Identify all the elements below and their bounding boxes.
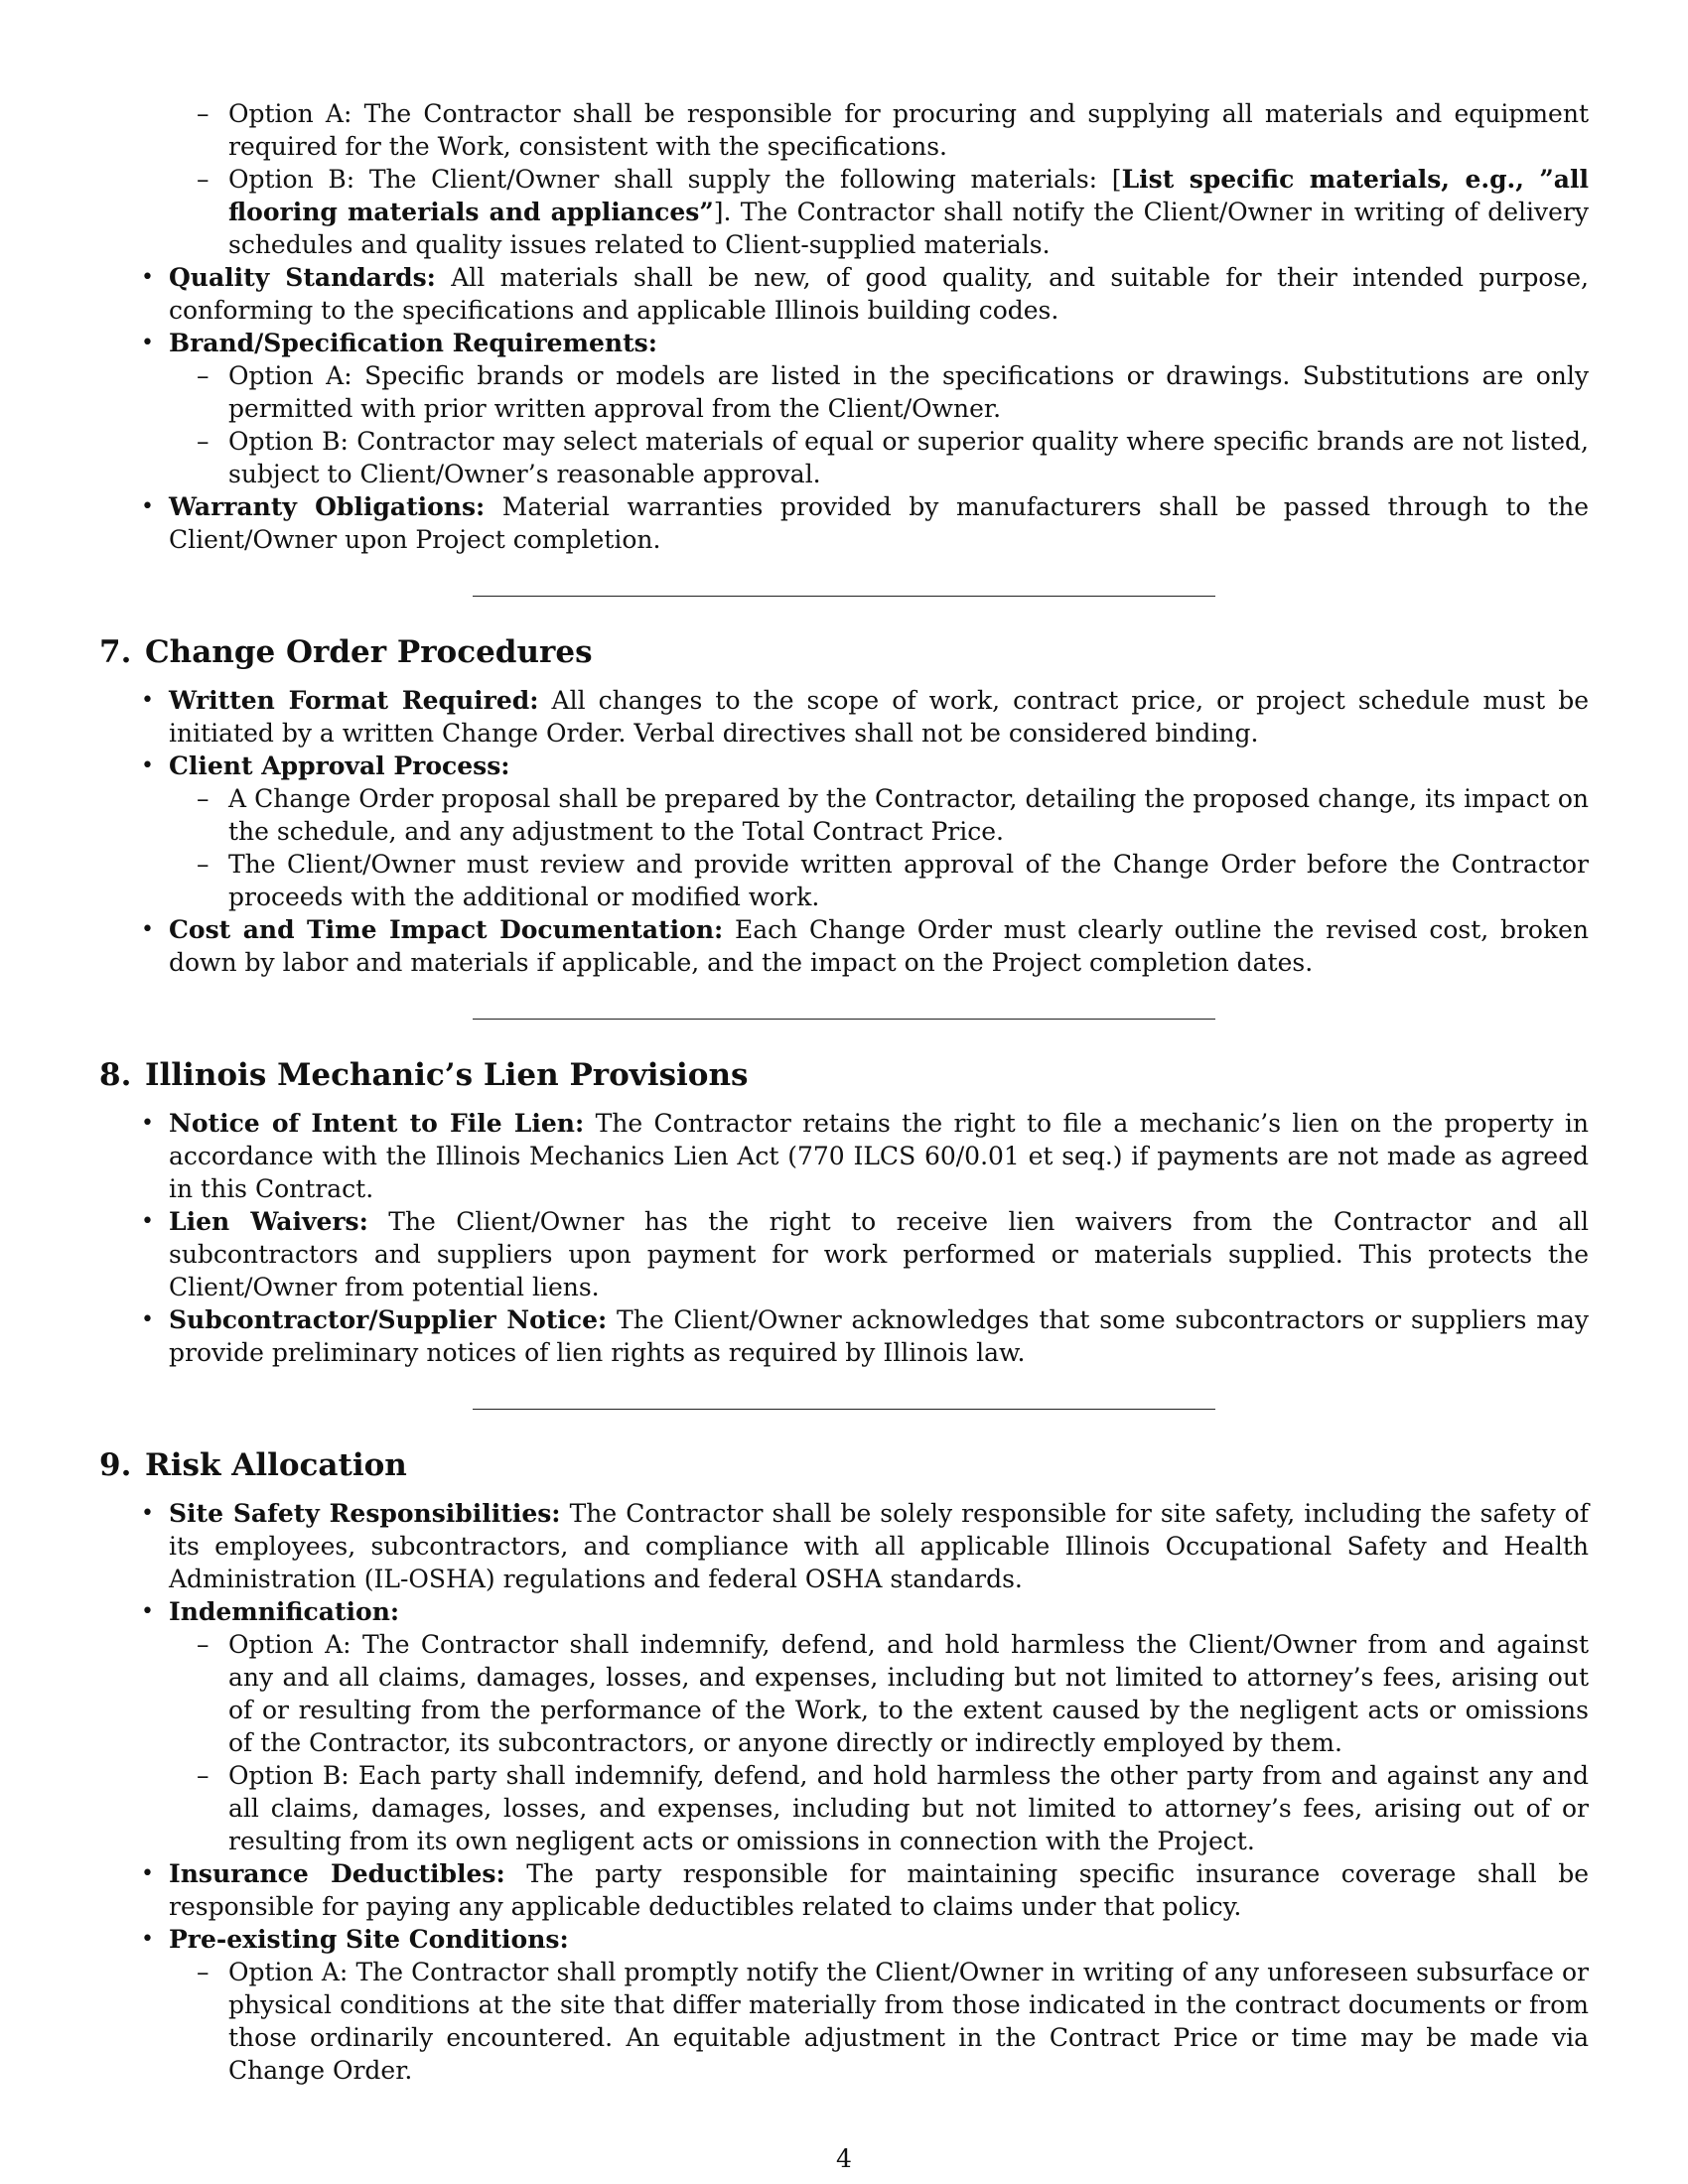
approval-subitem: – The Client/Owner must review and provide written approval of the Change Order before the Contractor proceeds with the additional or modified work. [99,848,1589,913]
section-divider [473,596,1215,597]
subcontractor-notice-item: • Subcontractor/Supplier Notice: The Client/Owner acknowledges that some subcontractors or suppliers may provide preliminary notices of lien rights as required by Illinois law. [99,1303,1589,1369]
preexisting-sublist [99,1956,1589,2087]
indemnification-item: • Indemnification: [99,1595,1589,1628]
materials-options-list [99,97,1589,261]
brand-requirements-item: • Brand/Specification Requirements: [99,327,1589,359]
warranty-item: • Warranty Obligations: Material warranties provided by manufacturers shall be passed through to the Client/Owner upon Project completion. [99,490,1589,556]
section-9-heading: 9. Risk Allocation [99,1447,407,1483]
section-9-list-cont [99,1857,1589,1956]
indemnification-option-a: – Option A: The Contractor shall indemnify, defend, and hold harmless the Client/Owner from and against any and all claims, damages, losses, and expenses, including but not limited to attorney’s fees, arising out of or resulting from the performance of the Work, to the extent caused by the negligent acts or omissions of the Contractor, its subcontractors, or anyone directly or indirectly employed by them. [99,1628,1589,1759]
cost-time-item: • Cost and Time Impact Documentation: Each Change Order must clearly outline the revised cost, broken down by labor and materials if applicable, and the impact on the Project completion dates. [99,913,1589,979]
notice-intent-item: • Notice of Intent to File Lien: The Contractor retains the right to file a mechanic’s lien on the property in accordance with the Illinois Mechanics Lien Act (770 ILCS 60/0.01 et seq.) if payments are not made as agreed in this Contract. [99,1107,1589,1205]
section-8-heading: 8. Illinois Mechanic’s Lien Provisions [99,1057,749,1093]
approval-subitem: – A Change Order proposal shall be prepared by the Contractor, detailing the proposed change, its impact on the schedule, and any adjustment to the Total Contract Price. [99,782,1589,848]
client-approval-sublist [99,782,1589,913]
brand-options-list [99,359,1589,490]
written-format-item: • Written Format Required: All changes to the scope of work, contract price, or project schedule must be initiated by a written Change Order. Verbal directives shall not be considered binding. [99,684,1589,750]
lien-waivers-item: • Lien Waivers: The Client/Owner has the right to receive lien waivers from the Contractor and all subcontractors and suppliers upon payment for work performed or materials supplied. This protects the Client/Owner from potential liens. [99,1205,1589,1303]
brand-option-b: – Option B: Contractor may select materials of equal or superior quality where specific brands are not listed, subject to Client/Owner’s reasonable approval. [99,425,1589,490]
materials-list [99,261,1589,359]
preexisting-option-a: – Option A: The Contractor shall promptly notify the Client/Owner in writing of any unforeseen subsurface or physical conditions at the site that differ materially from those indicated in the contract documents or from those ordinarily encountered. An equitable adjustment in the Contract Price or time may be made via Change Order. [99,1956,1589,2087]
client-approval-item: • Client Approval Process: [99,750,1589,782]
indemnification-option-b: – Option B: Each party shall indemnify, defend, and hold harmless the other party from and against any and all claims, damages, losses, and expenses, including but not limited to attorney’s fees, arising out of or resulting from its own negligent acts or omissions in connection with the Project. [99,1759,1589,1857]
materials-option-b: – Option B: The Client/Owner shall supply the following materials: [List specific materials, e.g., ”all flooring materials and appliances”]. The Contractor shall notify the Client/Owner in writing of delivery schedules and quality issues related to Client-supplied materials. [99,163,1589,261]
insurance-deductibles-item: • Insurance Deductibles: The party responsible for maintaining specific insurance coverage shall be responsible for paying any applicable deductibles related to claims under that policy. [99,1857,1589,1923]
section-7-list [99,684,1589,782]
section-divider [473,1019,1215,1020]
page-number: 4 [836,2144,852,2173]
section-divider [473,1409,1215,1410]
materials-placeholder: List specific materials, e.g., ”all flooring materials and appliances” [228,165,1589,226]
section-7-list-cont [99,913,1589,979]
brand-option-a: – Option A: Specific brands or models are listed in the specifications or drawings. Substitutions are only permitted with prior written approval from the Client/Owner. [99,359,1589,425]
site-safety-item: • Site Safety Responsibilities: The Contractor shall be solely responsible for site safety, including the safety of its employees, subcontractors, and compliance with all applicable Illinois Occupational Safety and Health Administration (IL-OSHA) regulations and federal OSHA standards. [99,1497,1589,1595]
section-9-list [99,1497,1589,1628]
materials-option-a: – Option A: The Contractor shall be responsible for procuring and supplying all materials and equipment required for the Work, consistent with the specifications. [99,97,1589,163]
section-8-list [99,1107,1589,1369]
warranty-list [99,490,1589,556]
preexisting-conditions-item: • Pre-existing Site Conditions: [99,1923,1589,1956]
document-page [99,97,1589,2087]
indemnification-sublist [99,1628,1589,1857]
quality-standards-item: • Quality Standards: All materials shall be new, of good quality, and suitable for their intended purpose, conforming to the specifications and applicable Illinois building codes. [99,261,1589,327]
section-7-heading: 7. Change Order Procedures [99,634,593,670]
